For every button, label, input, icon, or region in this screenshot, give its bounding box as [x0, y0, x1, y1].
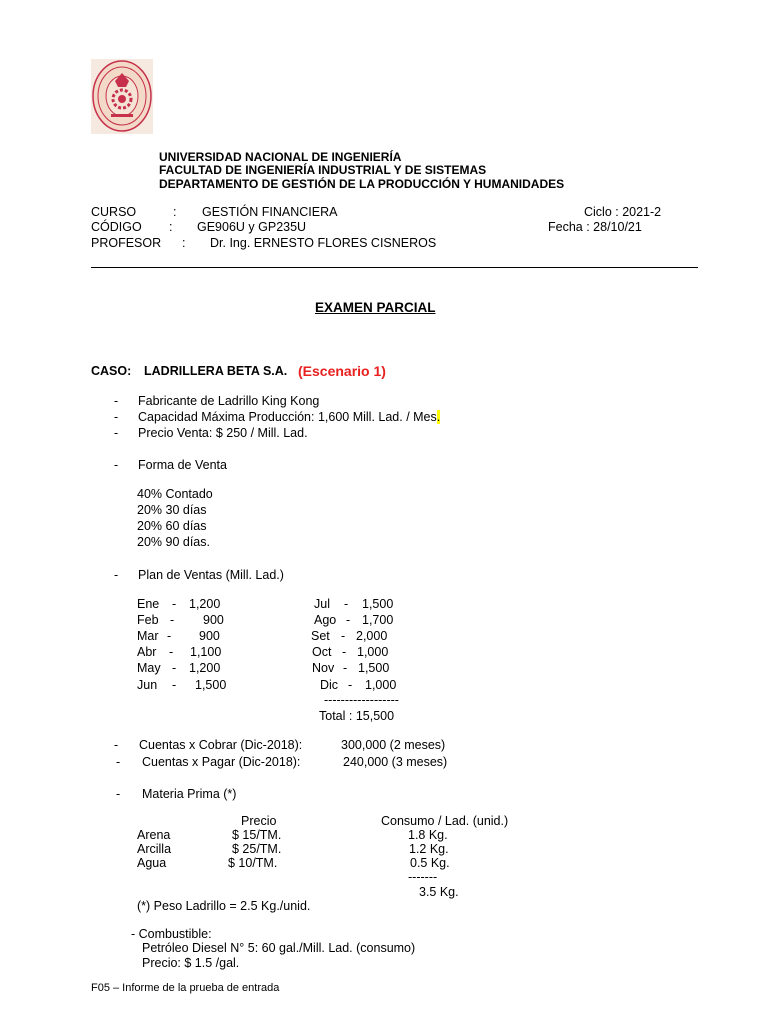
forma-venta-item: 20% 90 días. [137, 535, 210, 549]
ventas-mes: Abr [137, 645, 157, 659]
ventas-mes: Dic [320, 678, 339, 692]
ventas-val: 1,500 [195, 678, 227, 692]
combustible-precio: Precio: $ 1.5 /gal. [142, 956, 240, 970]
materia-price: $ 10/TM. [228, 856, 278, 870]
bullet-plan-ventas: Plan de Ventas (Mill. Lad.) [138, 568, 284, 582]
bullet-cuentas-cobrar: Cuentas x Cobrar (Dic-2018): [139, 738, 303, 752]
ventas-val: 900 [203, 613, 224, 627]
combustible-label: - Combustible: [131, 927, 212, 941]
ventas-mes: Mar [137, 629, 159, 643]
bullet-dash: - [116, 787, 121, 801]
bullet-capacidad [138, 411, 440, 424]
ventas-total: Total : 15,500 [319, 709, 395, 723]
ventas-sep: - [348, 678, 353, 692]
ventas-mes: Oct [312, 645, 332, 659]
case-name: LADRILLERA BETA S.A. [144, 364, 288, 378]
ventas-val: 1,000 [365, 678, 397, 692]
codigo-label: CÓDIGO [91, 220, 142, 234]
bullet-dash: - [114, 458, 119, 472]
ventas-val: 1,500 [358, 661, 390, 675]
codigo-colon: : [169, 220, 173, 234]
ventas-total-dashes: ------------------ [324, 693, 399, 707]
ventas-sep: - [170, 613, 175, 627]
curso-colon: : [173, 205, 177, 219]
materia-consumo-header: Consumo / Lad. (unid.) [381, 814, 509, 828]
ventas-val: 900 [199, 629, 220, 643]
ventas-sep: - [172, 661, 177, 675]
case-scenario: (Escenario 1) [298, 363, 386, 379]
curso-label: CURSO [91, 205, 137, 219]
ventas-sep: - [343, 661, 348, 675]
ventas-mes: Jun [137, 678, 158, 692]
ventas-val: 1,200 [189, 597, 221, 611]
materia-name: Arcilla [137, 842, 172, 856]
fecha: Fecha : 28/10/21 [548, 220, 642, 234]
ventas-sep: - [344, 597, 349, 611]
curso-value: GESTIÓN FINANCIERA [202, 205, 338, 219]
ventas-sep: - [346, 613, 351, 627]
bullet-forma-venta: Forma de Venta [138, 458, 227, 472]
profesor-label: PROFESOR [91, 236, 162, 250]
ventas-mes: Feb [137, 613, 159, 627]
materia-name: Arena [137, 828, 171, 842]
ventas-val: 1,100 [190, 645, 222, 659]
bullet-cuentas-pagar: Cuentas x Pagar (Dic-2018): [142, 755, 301, 769]
capacidad-text: Capacidad Máxima Producción: 1,600 Mill. Lad. / Mes [138, 410, 437, 424]
ventas-val: 2,000 [356, 629, 388, 643]
bullet-fabricante: Fabricante de Ladrillo King Kong [138, 394, 320, 408]
ventas-sep: - [172, 597, 177, 611]
bullet-dash: - [114, 394, 119, 408]
ventas-mes: Jul [314, 597, 330, 611]
ventas-sep: - [341, 629, 346, 643]
ventas-val: 1,000 [357, 645, 389, 659]
materia-consumo: 0.5 Kg. [410, 856, 450, 870]
peso-ladrillo-note: (*) Peso Ladrillo = 2.5 Kg./unid. [137, 899, 311, 913]
materia-dashes: ------- [408, 870, 438, 884]
university-seal-logo [91, 59, 153, 134]
bullet-dash: - [114, 738, 119, 752]
codigo-value: GE906U y GP235U [197, 220, 307, 234]
header-divider [91, 267, 698, 268]
ventas-sep: - [342, 645, 347, 659]
highlight-mark: . [436, 410, 441, 424]
ventas-mes: May [137, 661, 161, 675]
materia-price: $ 15/TM. [232, 828, 282, 842]
materia-consumo: 1.2 Kg. [409, 842, 449, 856]
ventas-sep: - [172, 678, 177, 692]
bullet-dash: - [114, 410, 119, 424]
materia-price: $ 25/TM. [232, 842, 282, 856]
forma-venta-item: 20% 30 días [137, 503, 207, 517]
ventas-mes: Ago [314, 613, 337, 627]
materia-consumo: 1.8 Kg. [408, 828, 448, 842]
ventas-sep: - [167, 629, 172, 643]
ventas-val: 1,500 [362, 597, 394, 611]
forma-venta-item: 40% Contado [137, 487, 213, 501]
materia-total: 3.5 Kg. [419, 885, 459, 899]
exam-title: EXAMEN PARCIAL [315, 300, 436, 315]
university-name: UNIVERSIDAD NACIONAL DE INGENIERÍA [159, 150, 402, 164]
forma-venta-item: 20% 60 días [137, 519, 207, 533]
ventas-val: 1,200 [189, 661, 221, 675]
bullet-precio-venta: Precio Venta: $ 250 / Mill. Lad. [138, 426, 308, 440]
page-footer: F05 – Informe de la prueba de entrada [91, 982, 280, 994]
ventas-mes: Ene [137, 597, 160, 611]
bullet-materia-prima: Materia Prima (*) [142, 787, 237, 801]
combustible-consumo: Petróleo Diesel N° 5: 60 gal./Mill. Lad. (consumo) [142, 941, 416, 955]
cuentas-pagar-value: 240,000 (3 meses) [343, 755, 448, 769]
ventas-sep: - [169, 645, 174, 659]
ciclo: Ciclo : 2021-2 [584, 205, 662, 219]
case-label: CASO: [91, 364, 132, 378]
faculty-name: FACULTAD DE INGENIERÍA INDUSTRIAL Y DE SISTEMAS [159, 163, 487, 177]
bullet-dash: - [116, 755, 121, 769]
profesor-colon: : [182, 236, 186, 250]
cuentas-cobrar-value: 300,000 (2 meses) [341, 738, 446, 752]
materia-precio-header: Precio [241, 814, 277, 828]
ventas-val: 1,700 [362, 613, 394, 627]
bullet-dash: - [114, 426, 119, 440]
department-name: DEPARTAMENTO DE GESTIÓN DE LA PRODUCCIÓN Y HUMANIDADES [159, 177, 565, 191]
ventas-mes: Set [311, 629, 330, 643]
bullet-dash: - [114, 568, 119, 582]
materia-name: Agua [137, 856, 167, 870]
profesor-value: Dr. Ing. ERNESTO FLORES CISNEROS [210, 236, 437, 250]
ventas-mes: Nov [312, 661, 335, 675]
